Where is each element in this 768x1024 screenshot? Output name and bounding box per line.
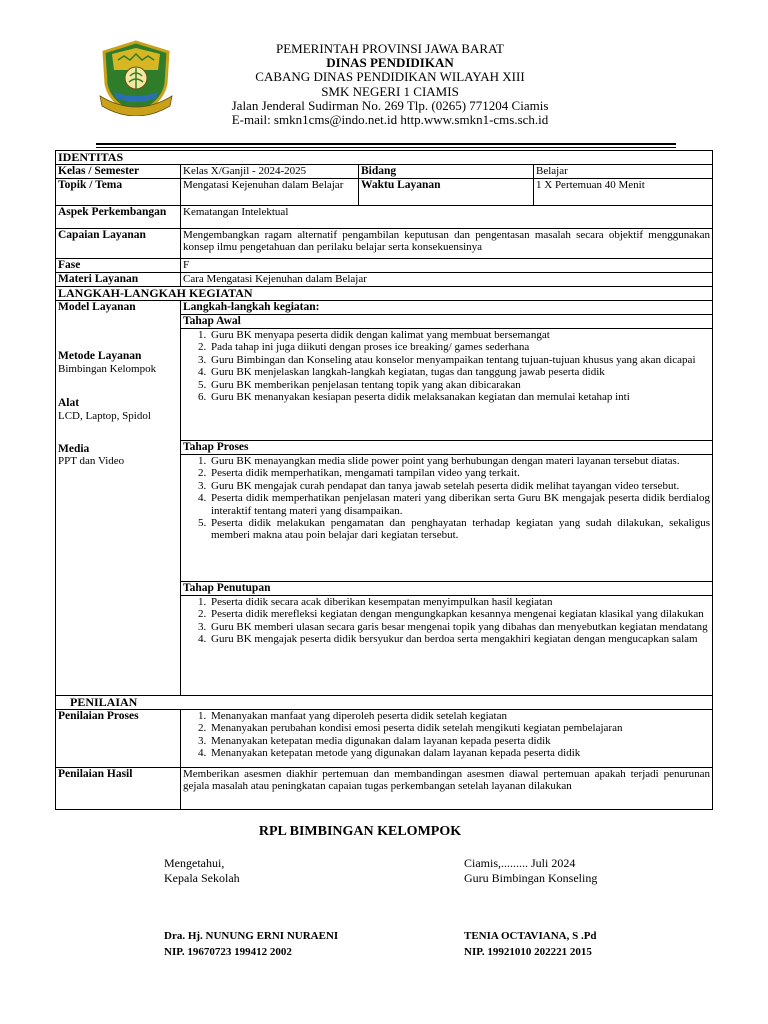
penilaian-proses-list <box>183 710 710 760</box>
institution-heading <box>180 42 600 127</box>
header-divider <box>96 143 676 145</box>
aspek-label: Aspek Perkembangan <box>56 206 181 229</box>
list-item: 4. Guru BK menjelaskan langkah-langkah kegiatan, tugas dan tanggung jawab peserta didik <box>209 366 710 378</box>
identitas-heading: IDENTITAS <box>56 151 713 165</box>
province-line: PEMERINTAH PROVINSI JAWA BARAT <box>276 41 504 56</box>
list-item: 1. Menanyakan manfaat yang diperoleh peserta didik setelah kegiatan <box>209 710 710 722</box>
waktu-value: 1 X Pertemuan 40 Menit <box>534 179 713 206</box>
list-item: 6. Guru BK menanyakan kesiapan peserta didik melaksanakan kegiatan dan memulai ketahap inti <box>209 391 710 403</box>
topik-label: Topik / Tema <box>56 179 181 206</box>
list-item: 1. Guru BK menayangkan media slide power point yang berhubungan dengan materi layanan tersebut diatas. <box>209 455 710 467</box>
kelas-value: Kelas X/Ganjil - 2024-2025 <box>181 165 359 179</box>
list-item: 3. Guru BK memberi ulasan secara garis besar mengenai topik yang dibahas dan menyebutkan kegiatan mendatang <box>209 621 710 633</box>
letterhead <box>0 40 768 136</box>
list-item: 5. Guru BK memberikan penjelasan tentang topik yang akan dibicarakan <box>209 379 710 391</box>
list-item: 5. Peserta didik melakukan pengamatan dan penghayatan terhadap kegiatan yang sudah dilakukan, sekaligus memberi makna atau poin belajar dari kegiatan tersebut. <box>209 517 710 542</box>
list-item: 2. Peserta didik memperhatikan, mengamati tampilan video yang terkait. <box>209 467 710 479</box>
list-item: 1. Guru BK menyapa peserta didik dengan kalimat yang membuat bersemangat <box>209 329 710 341</box>
signature-left <box>164 856 338 960</box>
list-item: 2. Pada tahap ini juga diikuti dengan proses ice breaking/ games sederhana <box>209 341 710 353</box>
school-name: SMK NEGERI 1 CIAMIS <box>321 83 459 99</box>
document-title: RPL BIMBINGAN KELOMPOK <box>258 824 462 839</box>
capaian-value: Mengembangkan ragam alternatif pengambilan keputusan dan pengentasan masalah secara objektif menggunakan konsep ilmu pengetahuan dan perilaku belajar serta konsekuensinya <box>181 229 713 259</box>
kelas-label: Kelas / Semester <box>56 165 181 179</box>
tahap-penutupan-list <box>183 596 710 646</box>
tahap-proses-list <box>183 455 710 542</box>
tahap-awal-list <box>183 329 710 403</box>
materi-label: Materi Layanan <box>56 273 181 287</box>
list-item: 4. Guru BK mengajak peserta didik bersyukur dan berdoa serta mengakhiri kegiatan dengan mengucapkan salam <box>209 633 710 645</box>
contact-line: E-mail: smkn1cms@indo.net.id http.www.smkn1-cms.sch.id <box>231 112 549 128</box>
materi-value: Cara Mengatasi Kejenuhan dalam Belajar <box>181 273 713 287</box>
place-date: Ciamis,......... Juli 2024 <box>464 856 576 870</box>
bidang-value: Belajar <box>534 165 713 179</box>
penilaian-heading: PENILAIAN <box>56 696 713 710</box>
list-item: 4. Peserta didik memperhatikan penjelasan materi yang diberikan serta Guru BK mengajak peserta didik berdialog interaktif tentang materi yang disampaikan. <box>209 492 710 517</box>
department-line: DINAS PENDIDIKAN <box>326 55 454 71</box>
acknowledged-label: Mengetahui, <box>164 856 225 870</box>
alat-value: LCD, Laptop, Spidol <box>58 409 151 422</box>
jawa-barat-emblem-logo <box>96 40 176 116</box>
topik-value: Mengatasi Kejenuhan dalam Belajar <box>181 179 359 206</box>
tahap-penutupan-list-cell <box>181 596 713 696</box>
tahap-proses-list-cell <box>181 455 713 582</box>
fase-label: Fase <box>56 259 181 273</box>
tahap-penutupan-title: Tahap Penutupan <box>181 582 713 596</box>
penilaian-hasil-value: Memberikan asesmen diakhir pertemuan dan membandingan asesmen diawal pertemuan apakah terjadi penurunan gejala masalah atau peningkatan capaian tugas perkembangan setelah layanan dilakukan <box>181 768 713 810</box>
model-label: Model Layanan <box>58 301 136 313</box>
media-value: PPT dan Video <box>58 455 125 468</box>
list-item: 4. Menanyakan ketepatan metode yang digunakan dalam layanan kepada peserta didik <box>209 747 710 759</box>
list-item: 3. Guru Bimbingan dan Konseling atau konselor menyampaikan tentang tujuan-tujuan khusus yang akan dicapai <box>209 354 710 366</box>
list-item: 2. Menanyakan perubahan kondisi emosi peserta didik setelah mengikuti kegiatan pembelajaran <box>209 722 710 734</box>
bidang-label: Bidang <box>359 165 534 179</box>
list-item: 1. Peserta didik secara acak diberikan kesempatan menyimpulkan hasil kegiatan <box>209 596 710 608</box>
penilaian-proses-cell <box>181 710 713 768</box>
tahap-proses-title: Tahap Proses <box>181 441 713 455</box>
penilaian-hasil-label: Penilaian Hasil <box>56 768 181 810</box>
steps-title: Langkah-langkah kegiatan: <box>181 301 713 315</box>
principal-role: Kepala Sekolah <box>164 871 240 885</box>
fase-value: F <box>181 259 713 273</box>
waktu-label: Waktu Layanan <box>359 179 534 206</box>
branch-line: CABANG DINAS PENDIDIKAN WILAYAH XIII <box>255 69 525 85</box>
header-divider-thin <box>96 147 676 148</box>
langkah-heading: LANGKAH-LANGKAH KEGIATAN <box>56 287 713 301</box>
penilaian-proses-label: Penilaian Proses <box>56 710 181 768</box>
model-layanan-cell <box>56 301 181 696</box>
counselor-role: Guru Bimbingan Konseling <box>464 871 598 885</box>
capaian-label: Capaian Layanan <box>56 229 181 259</box>
rpl-table <box>55 150 713 810</box>
principal-name: Dra. Hj. NUNUNG ERNI NURAENI <box>164 930 339 942</box>
signature-right <box>464 856 597 960</box>
alat-label: Alat <box>58 397 80 410</box>
principal-nip: NIP. 19670723 199412 2002 <box>164 946 292 958</box>
list-item: 3. Menanyakan ketepatan media digunakan dalam layanan kepada peserta didik <box>209 735 710 747</box>
aspek-value: Kematangan Intelektual <box>181 206 713 229</box>
list-item: 2. Peserta didik merefleksi kegiatan dengan mengungkapkan kesannya mengenai kegiatan klasikal yang dilakukan <box>209 608 710 620</box>
list-item: 3. Guru BK mengajak curah pendapat dan tanya jawab setelah peserta didik melihat tayangan video tersebut. <box>209 480 710 492</box>
tahap-awal-list-cell <box>181 329 713 441</box>
counselor-nip: NIP. 19921010 202221 2015 <box>464 946 592 958</box>
counselor-name: TENIA OCTAVIANA, S .Pd <box>464 930 597 942</box>
metode-value: Bimbingan Kelompok <box>58 362 157 375</box>
metode-label: Metode Layanan <box>58 350 142 363</box>
media-label: Media <box>58 443 90 456</box>
address-line: Jalan Jenderal Sudirman No. 269 Tlp. (0265) 771204 Ciamis <box>231 97 549 113</box>
tahap-awal-title: Tahap Awal <box>181 315 713 329</box>
